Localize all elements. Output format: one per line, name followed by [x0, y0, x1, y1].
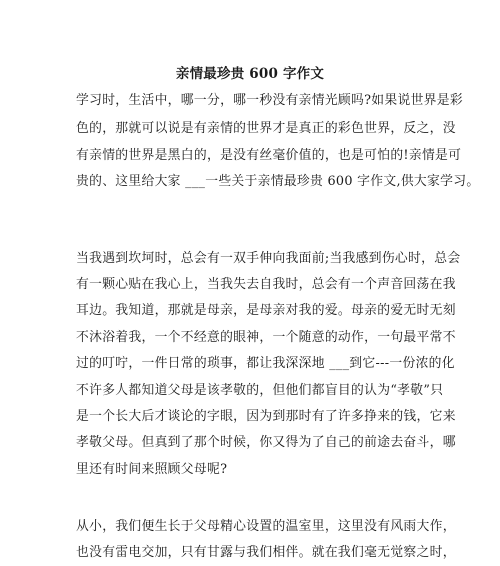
- paragraph-line: 过的叮咛，一件日常的琐事，都让我深深地 ___到它---一份浓的化: [76, 356, 455, 371]
- paragraph-line: 当我遇到坎坷时，总会有一双手伸向我面前;当我感到伤心时，总会: [76, 251, 461, 266]
- paragraph-line: 有一颗心贴在我心上，当我失去自我时，总会有一个声音回荡在我: [76, 277, 456, 292]
- paragraph-line: 贵的、这里给大家 ___一些关于亲情最珍贵 600 字作文,供大家学习。: [76, 174, 480, 189]
- paragraph-line: 有亲情的世界是黑白的，是没有丝毫价值的，也是可怕的!亲情是可: [76, 148, 462, 163]
- paragraph-line: 也没有雷电交加，只有甘露与我们相伴。就在我们毫无觉察之时，: [76, 545, 456, 560]
- paragraph-line: 色的，那就可以说是有亲情的世界才是真正的彩色世界，反之，没: [76, 121, 456, 136]
- paragraph-line: 里还有时间来照顾父母呢?: [76, 462, 228, 477]
- paragraph-line: 从小，我们便生长于父母精心设置的温室里，这里没有风雨大作，: [76, 519, 456, 534]
- paragraph-line: 不沐浴着我，一个不经意的眼神，一个随意的动作，一句最平常不: [76, 330, 456, 345]
- paragraph-line: 不许多人都知道父母是该孝敬的，但他们都盲目的认为“孝敬”只: [76, 383, 444, 398]
- paragraph-line: 孝敬父母。但真到了那个时候，你又得为了自己的前途去奋斗，哪: [76, 435, 456, 450]
- paragraph-line: 耳边。我知道，那就是母亲，是母亲对我的爱。母亲的爱无时无刻: [76, 303, 456, 318]
- paragraph-line: 是一个长大后才谈论的字眼，因为到那时有了许多挣来的钱，它来: [76, 409, 456, 424]
- document-title: 亲情最珍贵 600 字作文: [175, 66, 325, 82]
- paragraph-line: 学习时，生活中，哪一分，哪一秒没有亲情光顾吗?如果说世界是彩: [76, 93, 463, 108]
